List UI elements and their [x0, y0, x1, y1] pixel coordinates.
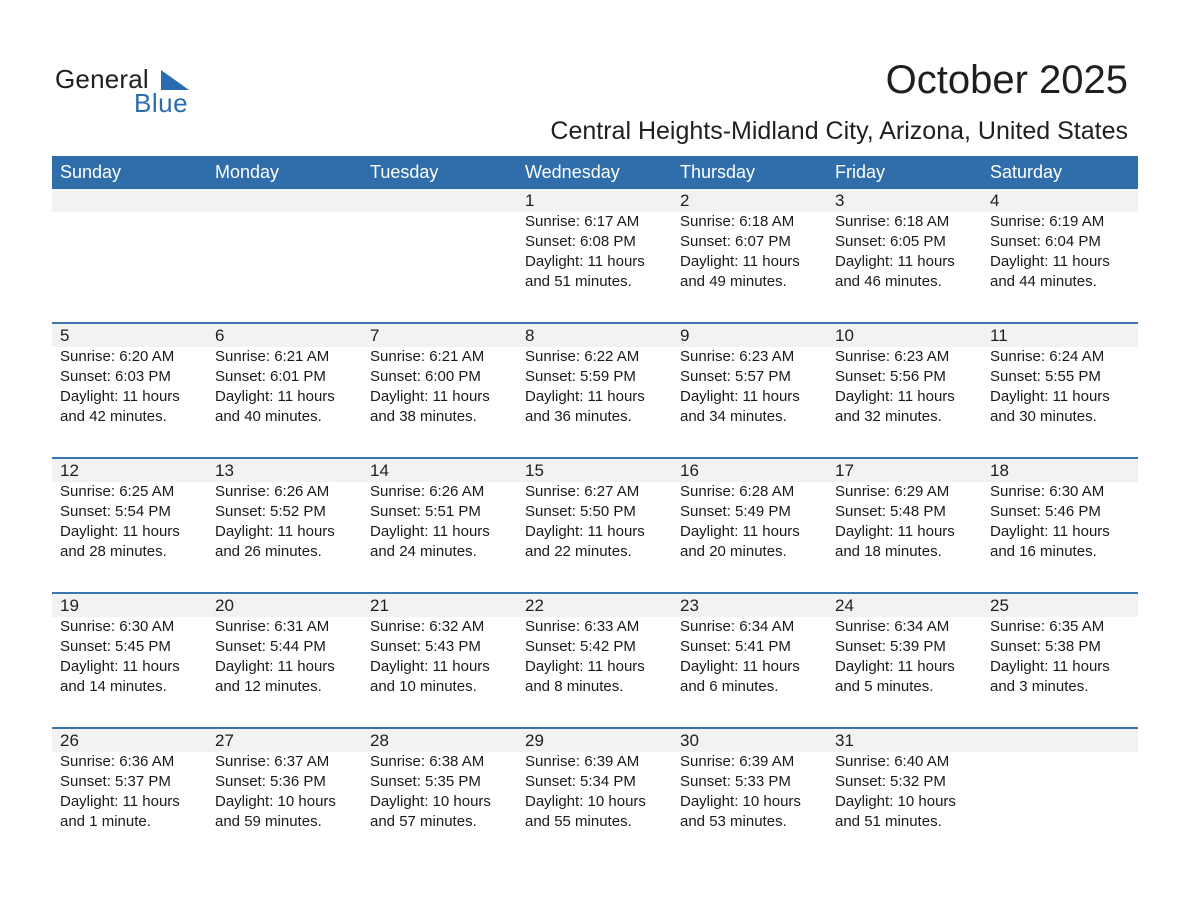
daylight-minutes-text: and 24 minutes. — [370, 543, 477, 560]
week-grid — [52, 729, 1138, 860]
sunrise-text: Sunrise: 6:26 AM — [370, 483, 485, 500]
daylight-minutes-text: and 51 minutes. — [835, 813, 942, 830]
daylight-text: Daylight: 11 hours — [215, 523, 335, 540]
daylight-minutes-text: and 6 minutes. — [680, 678, 779, 695]
empty-day-cell — [207, 189, 362, 320]
daylight-text: Daylight: 10 hours — [525, 793, 646, 810]
day-number: 22 — [525, 596, 544, 615]
sunset-text: Sunset: 5:44 PM — [215, 638, 326, 655]
weekday-tuesday: Tuesday — [370, 162, 439, 182]
day-number: 17 — [835, 461, 854, 480]
weekday-wednesday: Wednesday — [525, 162, 620, 182]
weeks-container — [52, 189, 1138, 862]
daylight-minutes-text: and 53 minutes. — [680, 813, 787, 830]
sunrise-text: Sunrise: 6:30 AM — [990, 483, 1105, 500]
daylight-text: Daylight: 11 hours — [370, 388, 490, 405]
sunrise-text: Sunrise: 6:25 AM — [60, 483, 175, 500]
daylight-text: Daylight: 11 hours — [525, 388, 645, 405]
sunrise-text: Sunrise: 6:30 AM — [60, 618, 175, 635]
sunrise-text: Sunrise: 6:39 AM — [525, 753, 640, 770]
page-title: October 2025 — [885, 58, 1128, 102]
day-cell — [517, 189, 672, 320]
sunset-text: Sunset: 5:45 PM — [60, 638, 171, 655]
day-number: 16 — [680, 461, 699, 480]
day-number: 15 — [525, 461, 544, 480]
sunset-text: Sunset: 5:52 PM — [215, 503, 326, 520]
day-number: 18 — [990, 461, 1009, 480]
sunrise-text: Sunrise: 6:28 AM — [680, 483, 795, 500]
sunrise-text: Sunrise: 6:18 AM — [680, 213, 795, 230]
logo — [55, 64, 205, 120]
daylight-text: Daylight: 11 hours — [680, 388, 800, 405]
day-number: 26 — [60, 731, 79, 750]
day-number: 13 — [215, 461, 234, 480]
sunrise-text: Sunrise: 6:23 AM — [680, 348, 795, 365]
weekday-saturday: Saturday — [990, 162, 1063, 182]
day-cell — [827, 189, 982, 320]
day-number: 4 — [990, 191, 1000, 210]
daylight-text: Daylight: 11 hours — [835, 658, 955, 675]
sunrise-text: Sunrise: 6:21 AM — [370, 348, 485, 365]
daylight-text: Daylight: 11 hours — [990, 388, 1110, 405]
sunset-text: Sunset: 5:46 PM — [990, 503, 1101, 520]
sunrise-text: Sunrise: 6:33 AM — [525, 618, 640, 635]
sunset-text: Sunset: 5:50 PM — [525, 503, 636, 520]
sunset-text: Sunset: 6:03 PM — [60, 368, 171, 385]
sunset-text: Sunset: 5:49 PM — [680, 503, 791, 520]
day-cell — [52, 594, 207, 725]
day-number: 25 — [990, 596, 1009, 615]
daylight-text: Daylight: 11 hours — [990, 253, 1110, 270]
sunset-text: Sunset: 5:36 PM — [215, 773, 326, 790]
sunrise-text: Sunrise: 6:27 AM — [525, 483, 640, 500]
day-cell — [207, 729, 362, 860]
day-number: 27 — [215, 731, 234, 750]
day-cell — [827, 594, 982, 725]
day-cell — [672, 594, 827, 725]
weekday-thursday: Thursday — [680, 162, 756, 182]
sunrise-text: Sunrise: 6:21 AM — [215, 348, 330, 365]
sunrise-text: Sunrise: 6:17 AM — [525, 213, 640, 230]
day-number: 11 — [990, 326, 1008, 345]
day-number: 2 — [680, 191, 690, 210]
day-cell — [362, 459, 517, 590]
day-number: 1 — [525, 191, 535, 210]
daylight-text: Daylight: 10 hours — [215, 793, 336, 810]
location-subtitle: Central Heights-Midland City, Arizona, United States — [550, 117, 1128, 145]
daylight-text: Daylight: 11 hours — [60, 793, 180, 810]
daylight-text: Daylight: 11 hours — [60, 388, 180, 405]
daylight-minutes-text: and 34 minutes. — [680, 408, 787, 425]
daylight-minutes-text: and 55 minutes. — [525, 813, 632, 830]
week-grid — [52, 594, 1138, 725]
day-cell — [672, 189, 827, 320]
sunset-text: Sunset: 5:42 PM — [525, 638, 636, 655]
day-cell — [672, 459, 827, 590]
day-cell — [517, 729, 672, 860]
day-number: 14 — [370, 461, 389, 480]
sunrise-text: Sunrise: 6:23 AM — [835, 348, 950, 365]
daylight-minutes-text: and 26 minutes. — [215, 543, 322, 560]
weekday-friday: Friday — [835, 162, 886, 182]
sunrise-text: Sunrise: 6:37 AM — [215, 753, 330, 770]
sunset-text: Sunset: 5:48 PM — [835, 503, 946, 520]
week-row — [52, 322, 1138, 457]
day-number: 9 — [680, 326, 690, 345]
week-grid — [52, 324, 1138, 455]
day-cell — [52, 729, 207, 860]
sunrise-text: Sunrise: 6:39 AM — [680, 753, 795, 770]
daylight-text: Daylight: 11 hours — [525, 253, 645, 270]
sunset-text: Sunset: 5:34 PM — [525, 773, 636, 790]
weekday-header — [52, 156, 1138, 189]
sunrise-text: Sunrise: 6:19 AM — [990, 213, 1105, 230]
daylight-minutes-text: and 8 minutes. — [525, 678, 624, 695]
sunset-text: Sunset: 5:56 PM — [835, 368, 946, 385]
sunrise-text: Sunrise: 6:34 AM — [835, 618, 950, 635]
daylight-text: Daylight: 11 hours — [215, 658, 335, 675]
daylight-minutes-text: and 3 minutes. — [990, 678, 1089, 695]
day-number: 10 — [835, 326, 854, 345]
sunset-text: Sunset: 6:01 PM — [215, 368, 326, 385]
week-grid — [52, 189, 1138, 320]
sunset-text: Sunset: 6:05 PM — [835, 233, 946, 250]
day-number: 7 — [370, 326, 380, 345]
day-cell — [517, 459, 672, 590]
daylight-minutes-text: and 36 minutes. — [525, 408, 632, 425]
daylight-minutes-text: and 5 minutes. — [835, 678, 934, 695]
daylight-text: Daylight: 11 hours — [525, 658, 645, 675]
day-cell — [207, 459, 362, 590]
daylight-minutes-text: and 38 minutes. — [370, 408, 477, 425]
daylight-text: Daylight: 11 hours — [990, 523, 1110, 540]
daylight-minutes-text: and 18 minutes. — [835, 543, 942, 560]
daylight-text: Daylight: 11 hours — [990, 658, 1110, 675]
logo-text-general: General — [55, 64, 149, 94]
sunrise-text: Sunrise: 6:24 AM — [990, 348, 1105, 365]
day-cell — [982, 594, 1137, 725]
day-cell — [207, 594, 362, 725]
sunset-text: Sunset: 5:43 PM — [370, 638, 481, 655]
daylight-text: Daylight: 11 hours — [680, 253, 800, 270]
daylight-text: Daylight: 11 hours — [835, 523, 955, 540]
sunrise-text: Sunrise: 6:35 AM — [990, 618, 1105, 635]
day-number: 28 — [370, 731, 389, 750]
sunrise-text: Sunrise: 6:34 AM — [680, 618, 795, 635]
logo-text-blue: Blue — [134, 88, 189, 118]
day-cell — [982, 459, 1137, 590]
daylight-minutes-text: and 12 minutes. — [215, 678, 322, 695]
day-cell — [517, 324, 672, 455]
daylight-text: Daylight: 11 hours — [370, 658, 490, 675]
daylight-text: Daylight: 11 hours — [835, 388, 955, 405]
day-cell — [207, 324, 362, 455]
daylight-minutes-text: and 16 minutes. — [990, 543, 1097, 560]
daylight-text: Daylight: 10 hours — [835, 793, 956, 810]
daylight-minutes-text: and 57 minutes. — [370, 813, 477, 830]
sunset-text: Sunset: 5:32 PM — [835, 773, 946, 790]
sunrise-text: Sunrise: 6:38 AM — [370, 753, 485, 770]
day-number: 5 — [60, 326, 70, 345]
day-cell — [362, 594, 517, 725]
week-row — [52, 457, 1138, 592]
daylight-text: Daylight: 11 hours — [60, 658, 180, 675]
logo-triangle-icon — [159, 70, 191, 90]
sunset-text: Sunset: 6:04 PM — [990, 233, 1101, 250]
daylight-text: Daylight: 11 hours — [835, 253, 955, 270]
daylight-minutes-text: and 59 minutes. — [215, 813, 322, 830]
day-cell — [982, 189, 1137, 320]
daylight-minutes-text: and 32 minutes. — [835, 408, 942, 425]
sunset-text: Sunset: 5:54 PM — [60, 503, 171, 520]
week-row — [52, 592, 1138, 727]
sunset-text: Sunset: 5:51 PM — [370, 503, 481, 520]
sunset-text: Sunset: 5:35 PM — [370, 773, 481, 790]
weekday-sunday: Sunday — [60, 162, 122, 182]
daylight-text: Daylight: 11 hours — [680, 523, 800, 540]
daylight-minutes-text: and 42 minutes. — [60, 408, 167, 425]
sunrise-text: Sunrise: 6:26 AM — [215, 483, 330, 500]
sunrise-text: Sunrise: 6:22 AM — [525, 348, 640, 365]
day-number: 29 — [525, 731, 544, 750]
daylight-text: Daylight: 11 hours — [60, 523, 180, 540]
sunset-text: Sunset: 5:38 PM — [990, 638, 1101, 655]
day-cell — [827, 729, 982, 860]
weekday-monday: Monday — [215, 162, 280, 182]
day-number: 21 — [370, 596, 389, 615]
day-cell — [52, 459, 207, 590]
day-cell — [982, 324, 1137, 455]
day-number: 3 — [835, 191, 845, 210]
week-row — [52, 189, 1138, 322]
daylight-text: Daylight: 11 hours — [680, 658, 800, 675]
sunrise-text: Sunrise: 6:29 AM — [835, 483, 950, 500]
sunrise-text: Sunrise: 6:31 AM — [215, 618, 330, 635]
sunrise-text: Sunrise: 6:32 AM — [370, 618, 485, 635]
daylight-minutes-text: and 1 minute. — [60, 813, 151, 830]
sunset-text: Sunset: 6:07 PM — [680, 233, 791, 250]
daylight-minutes-text: and 30 minutes. — [990, 408, 1097, 425]
day-number: 20 — [215, 596, 234, 615]
day-cell — [362, 729, 517, 860]
sunset-text: Sunset: 5:59 PM — [525, 368, 636, 385]
daylight-minutes-text: and 28 minutes. — [60, 543, 167, 560]
day-number: 8 — [525, 326, 535, 345]
day-cell — [672, 729, 827, 860]
daylight-minutes-text: and 14 minutes. — [60, 678, 167, 695]
day-cell — [827, 459, 982, 590]
day-number: 23 — [680, 596, 699, 615]
sunset-text: Sunset: 6:08 PM — [525, 233, 636, 250]
daylight-minutes-text: and 22 minutes. — [525, 543, 632, 560]
sunset-text: Sunset: 6:00 PM — [370, 368, 481, 385]
daylight-minutes-text: and 44 minutes. — [990, 273, 1097, 290]
sunset-text: Sunset: 5:57 PM — [680, 368, 791, 385]
day-number: 31 — [835, 731, 854, 750]
daylight-text: Daylight: 10 hours — [680, 793, 801, 810]
daylight-minutes-text: and 40 minutes. — [215, 408, 322, 425]
day-number: 6 — [215, 326, 225, 345]
week-grid — [52, 459, 1138, 590]
day-cell — [517, 594, 672, 725]
sunrise-text: Sunrise: 6:40 AM — [835, 753, 950, 770]
day-number: 19 — [60, 596, 79, 615]
daylight-text: Daylight: 10 hours — [370, 793, 491, 810]
day-cell — [672, 324, 827, 455]
day-cell — [362, 324, 517, 455]
sunrise-text: Sunrise: 6:20 AM — [60, 348, 175, 365]
empty-day-cell — [52, 189, 207, 320]
empty-day-cell — [982, 729, 1137, 860]
daylight-text: Daylight: 11 hours — [525, 523, 645, 540]
daylight-minutes-text: and 20 minutes. — [680, 543, 787, 560]
day-cell — [827, 324, 982, 455]
sunset-text: Sunset: 5:55 PM — [990, 368, 1101, 385]
daylight-minutes-text: and 46 minutes. — [835, 273, 942, 290]
daylight-text: Daylight: 11 hours — [215, 388, 335, 405]
day-number: 30 — [680, 731, 699, 750]
sunrise-text: Sunrise: 6:18 AM — [835, 213, 950, 230]
daylight-minutes-text: and 10 minutes. — [370, 678, 477, 695]
daylight-minutes-text: and 49 minutes. — [680, 273, 787, 290]
day-number: 24 — [835, 596, 854, 615]
sunset-text: Sunset: 5:37 PM — [60, 773, 171, 790]
week-row — [52, 727, 1138, 862]
sunset-text: Sunset: 5:39 PM — [835, 638, 946, 655]
day-cell — [52, 324, 207, 455]
daylight-minutes-text: and 51 minutes. — [525, 273, 632, 290]
sunrise-text: Sunrise: 6:36 AM — [60, 753, 175, 770]
calendar — [52, 156, 1138, 862]
daylight-text: Daylight: 11 hours — [370, 523, 490, 540]
day-number: 12 — [60, 461, 79, 480]
sunset-text: Sunset: 5:41 PM — [680, 638, 791, 655]
sunset-text: Sunset: 5:33 PM — [680, 773, 791, 790]
empty-day-cell — [362, 189, 517, 320]
